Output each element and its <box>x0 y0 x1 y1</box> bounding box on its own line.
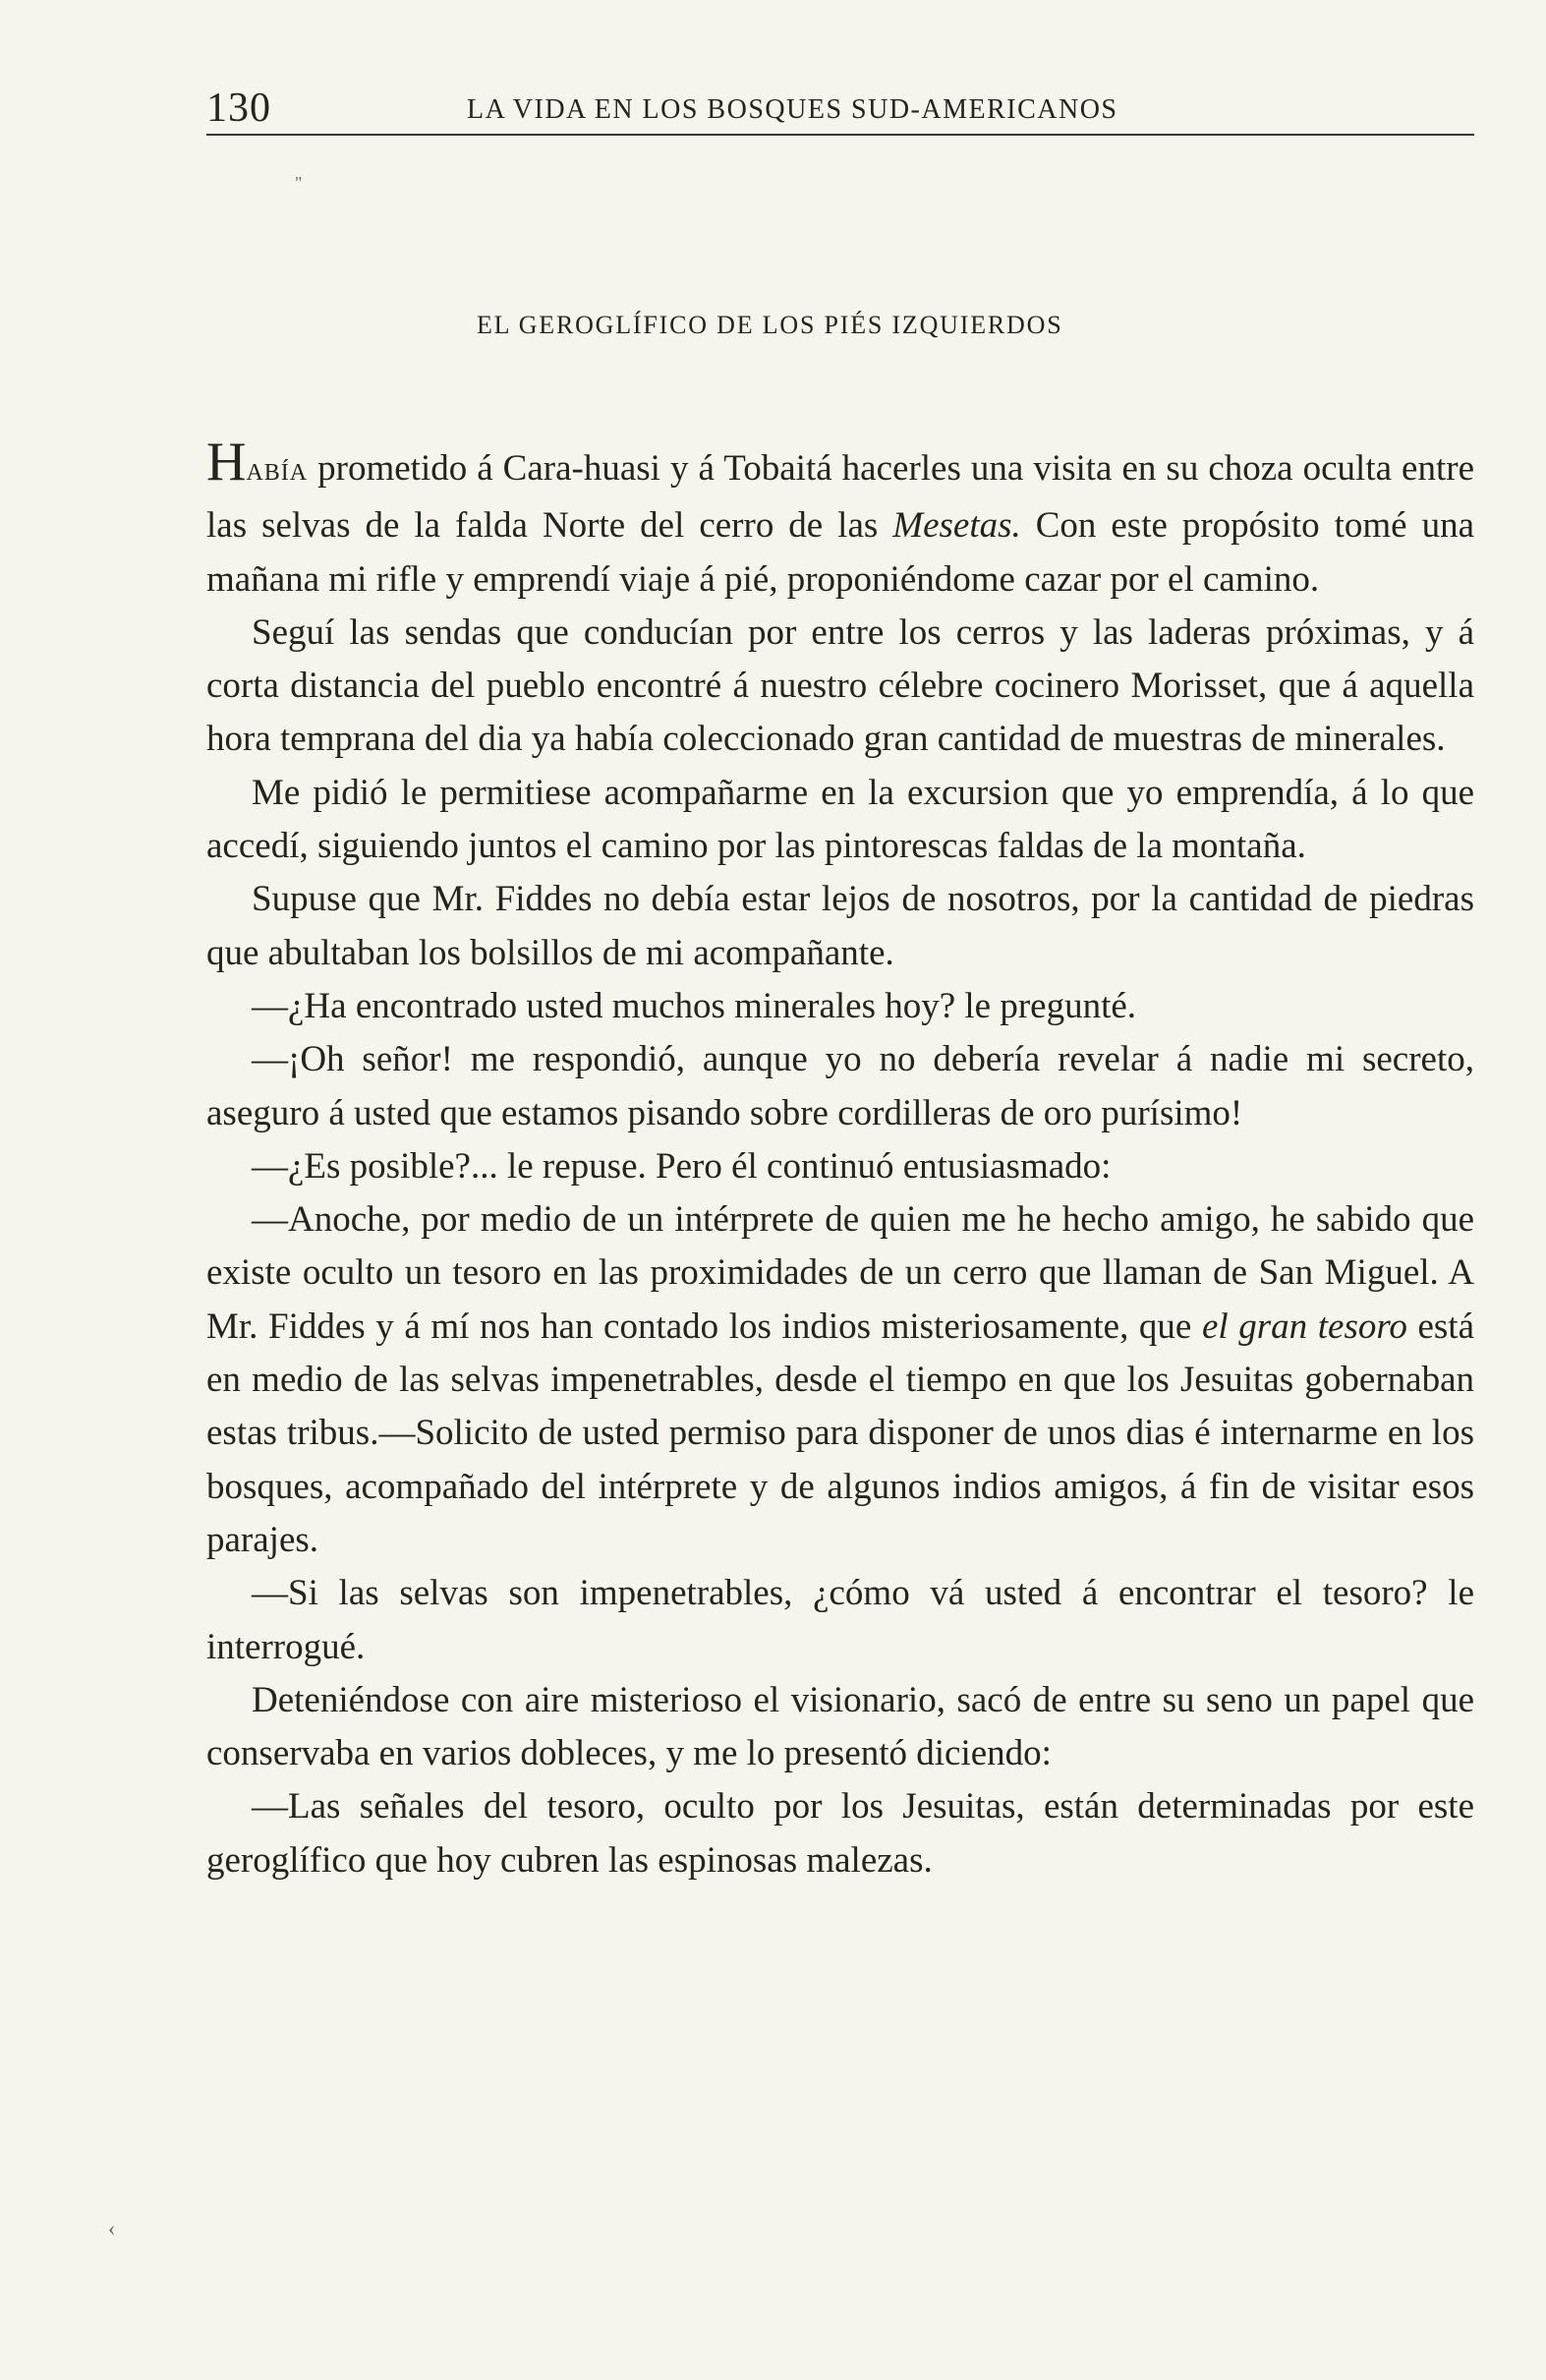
body-text <box>206 432 1474 1887</box>
paragraph-8-italic: el gran tesoro <box>1201 1306 1407 1347</box>
paragraph-1-text-b: Con este propósito tomé una mañana mi rifle y emprendí viaje á pié, proponiéndome cazar por el camino. <box>206 505 1474 600</box>
paragraph-11: —Las señales del tesoro, oculto por los Jesuitas, están determinadas por este geroglífico que hoy cubren las espinosas malezas. <box>206 1786 1474 1881</box>
small-caps-opening: ABÍA <box>246 460 309 486</box>
paragraph-8 <box>206 1193 1474 1567</box>
paragraph-8-text-a: —Anoche, por medio de un intérprete de quien me he hecho amigo, he sabido que existe oculto un tesoro en las proximidades de un cerro que llaman de San Miguel. A Mr. Fiddes y á mí nos han contado los indios misteriosamente, que <box>206 1199 1474 1347</box>
paragraph-2: Seguí las sendas que conducían por entre los cerros y las laderas próximas, y á corta distancia del pueblo encontré á nuestro célebre cocinero Morisset, que á aquella hora temprana del dia ya había coleccionado gran cantidad de muestras de minerales. <box>206 611 1474 760</box>
running-title: LA VIDA EN LOS BOSQUES SUD-AMERICANOS <box>467 94 1118 125</box>
margin-mark: ‹ <box>108 2216 116 2240</box>
page-number: 130 <box>206 86 271 131</box>
paragraph-5: —¿Ha encontrado usted muchos minerales hoy? le pregunté. <box>252 985 1137 1026</box>
chapter-title: EL GEROGLÍFICO DE LOS PIÉS IZQUIERDOS <box>477 311 1063 339</box>
paragraph-10: Deteniéndose con aire misterioso el visionario, sacó de entre su seno un papel que conservaba en varios dobleces, y me lo presentó diciendo: <box>206 1679 1474 1774</box>
page-header <box>206 85 1474 140</box>
header-rule <box>206 134 1474 136</box>
paragraph-1 <box>206 432 1474 607</box>
paragraph-1-text-a: prometido á Cara-huasi y á Tobaitá hacerles una visita en su choza oculta entre las selvas de la falda Norte del cerro de las <box>206 448 1474 547</box>
paragraph-3: Me pidió le permitiese acompañarme en la excursion que yo emprendía, á lo que accedí, siguiendo juntos el camino por las pintorescas faldas de la montaña. <box>206 772 1474 867</box>
drop-cap: H <box>206 432 247 493</box>
paragraph-1-italic: Mesetas. <box>892 505 1021 547</box>
paragraph-7: —¿Es posible?... le repuse. Pero él continuó entusiasmado: <box>252 1145 1112 1187</box>
stray-mark: " <box>295 173 303 193</box>
paragraph-8-text-b: está en medio de las selvas impenetrables, desde el tiempo en que los Jesuitas gobernaban estas tribus.—Solicito de usted permiso para disponer de unos dias é internarme en los bosques, acompañado del intérprete y de algunos indios amigos, á fin de visitar esos parajes. <box>206 1306 1474 1560</box>
paragraph-9: —Si las selvas son impenetrables, ¿cómo vá usted á encontrar el tesoro? le interrogué. <box>206 1573 1474 1667</box>
paragraph-4: Supuse que Mr. Fiddes no debía estar lejos de nosotros, por la cantidad de piedras que abultaban los bolsillos de mi acompañante. <box>206 879 1474 973</box>
paragraph-6: —¡Oh señor! me respondió, aunque yo no debería revelar á nadie mi secreto, aseguro á usted que estamos pisando sobre cordilleras de oro purísimo! <box>206 1039 1474 1133</box>
